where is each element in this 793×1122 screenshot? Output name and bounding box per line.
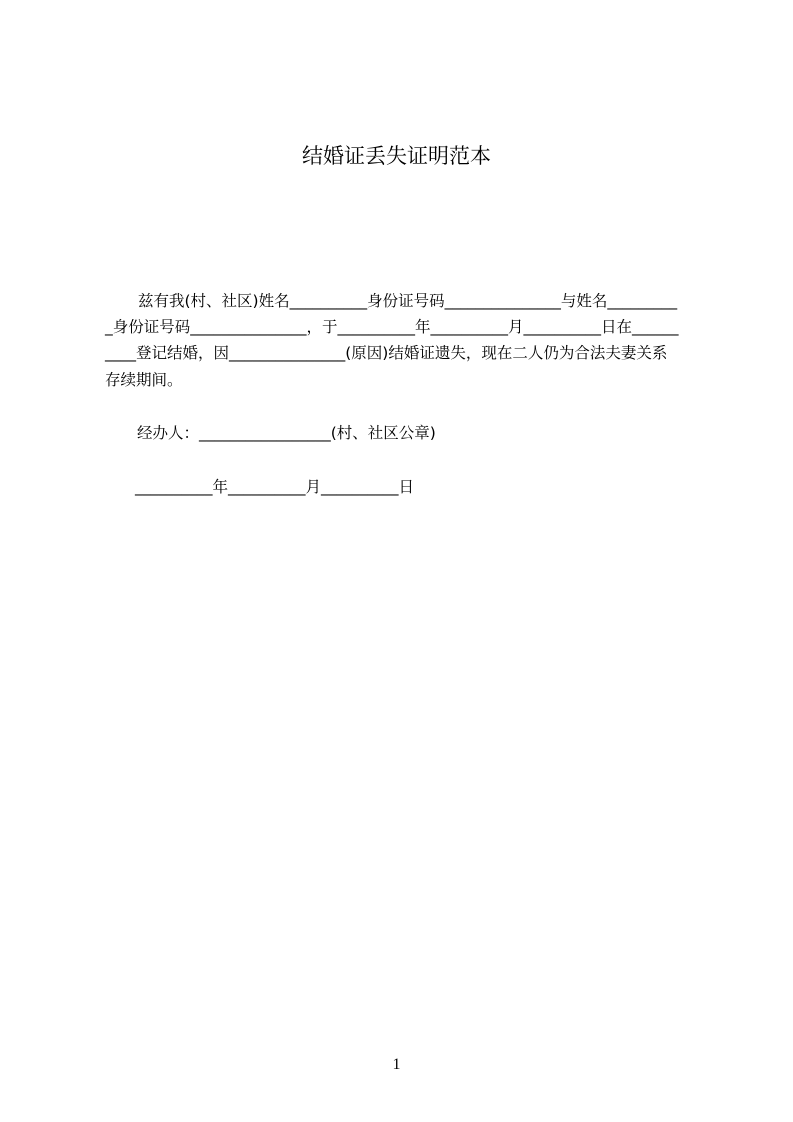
body-line-1: 兹有我(村、社区)姓名__________身份证号码_______________与姓名_________	[138, 292, 678, 310]
body-line-2: _身份证号码_______________，于__________年__________月__________日在______	[105, 318, 679, 336]
body-line-4: 存续期间。	[105, 371, 183, 389]
page-number: 1	[392, 1056, 401, 1073]
date-line: __________年__________月__________日	[135, 478, 415, 496]
document-title: 结婚证丢失证明范本	[302, 144, 491, 168]
body-line-3: ____登记结婚，因_______________(原因)结婚证遗失，现在二人仍为合法夫妻关系	[105, 344, 668, 362]
handler-line: 经办人：_________________(村、社区公章)	[137, 424, 436, 442]
